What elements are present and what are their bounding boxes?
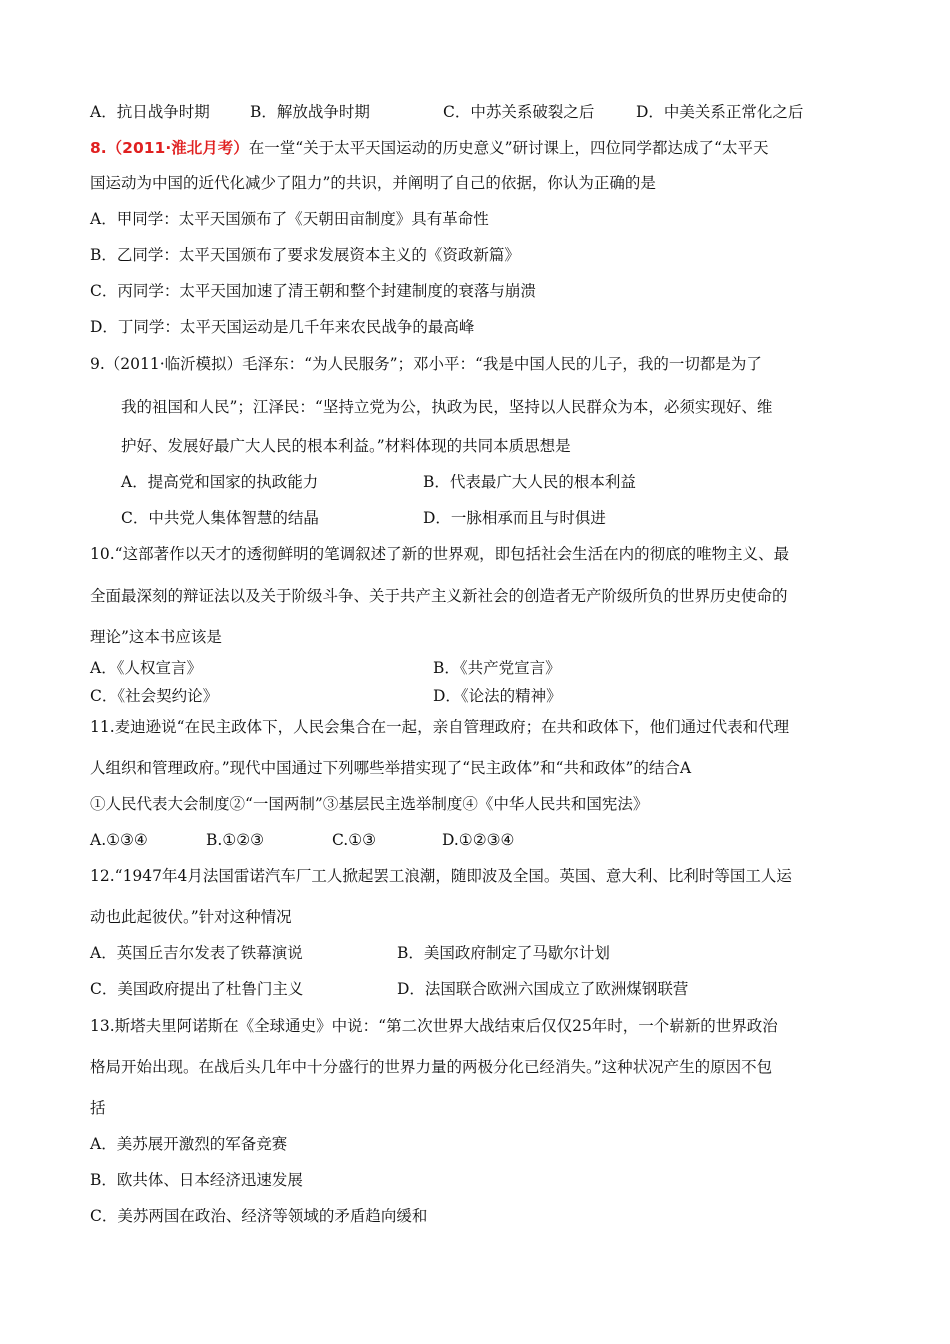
q11-stem-line3: ①人民代表大会制度②“一国两制”③基层民主选举制度④《中华人民共和国宪法》 <box>90 795 649 813</box>
q10-option-d: D．《论法的精神》 <box>433 687 562 705</box>
q12-stem-line2: 动也此起彼伏。”针对这种情况 <box>90 908 292 926</box>
q7-option-a: A．抗日战争时期 <box>90 103 210 121</box>
q8-option-a: A．甲同学：太平天国颁布了《天朝田亩制度》具有革命性 <box>90 210 489 228</box>
q9-stem-line1: 9.（2011·临沂模拟）毛泽东：“为人民服务”；邓小平：“我是中国人民的儿子，我的一切都是为了 <box>90 355 762 373</box>
q12-option-b: B．美国政府制定了马歇尔计划 <box>397 944 610 962</box>
q11-option-b: B.①②③ <box>206 831 265 849</box>
q9-option-a: A．提高党和国家的执政能力 <box>121 473 319 491</box>
q9-option-d: D．一脉相承而且与时俱进 <box>423 509 606 527</box>
q11-option-c: C.①③ <box>332 831 377 849</box>
q10-option-c: C．《社会契约论》 <box>90 687 219 705</box>
q9-option-b: B．代表最广大人民的根本利益 <box>423 473 636 491</box>
q10-stem-line2: 全面最深刻的辩证法以及关于阶级斗争、关于共产主义新社会的创造者无产阶级所负的世界历史使命的 <box>90 587 788 605</box>
q9-stem-line3: 护好、发展好最广大人民的根本利益。”材料体现的共同本质思想是 <box>121 437 571 455</box>
q7-option-b: B．解放战争时期 <box>250 103 370 121</box>
q11-option-d: D.①②③④ <box>442 831 515 849</box>
q12-stem-line1: 12.“1947年4月法国雷诺汽车厂工人掀起罢工浪潮，随即波及全国。英国、意大利、比利时等国工人运 <box>90 867 792 885</box>
q8-option-d: D．丁同学：太平天国运动是几千年来农民战争的最高峰 <box>90 318 475 336</box>
q11-stem-line1: 11.麦迪逊说“在民主政体下，人民会集合在一起，亲自管理政府；在共和政体下，他们通过代表和代理 <box>90 718 790 736</box>
q13-stem-line2: 格局开始出现。在战后头几年中十分盛行的世界力量的两极分化已经消失。”这种状况产生的原因不包 <box>90 1058 773 1076</box>
q12-option-c: C．美国政府提出了杜鲁门主义 <box>90 980 304 998</box>
q8-source-label: 8.（2011·淮北月考） <box>90 139 249 157</box>
q9-option-c: C．中共党人集体智慧的结晶 <box>121 509 319 527</box>
q7-option-c: C．中苏关系破裂之后 <box>443 103 595 121</box>
q8-stem-text: 在一堂“关于太平天国运动的历史意义”研讨课上，四位同学都达成了“太平天 <box>248 139 769 157</box>
q8-stem-line2: 国运动为中国的近代化减少了阻力”的共识，并阐明了自己的依据，你认为正确的是 <box>90 174 656 192</box>
q8-option-c: C．丙同学：太平天国加速了清王朝和整个封建制度的衰落与崩溃 <box>90 282 536 300</box>
q11-stem-line2: 人组织和管理政府。”现代中国通过下列哪些举措实现了“民主政体”和“共和政体”的结合A <box>90 759 692 777</box>
q10-stem-line3: 理论”这本书应该是 <box>90 628 222 646</box>
q12-option-d: D．法国联合欧洲六国成立了欧洲煤钢联营 <box>397 980 689 998</box>
q12-option-a: A．英国丘吉尔发表了铁幕演说 <box>90 944 303 962</box>
q8-stem-line1 <box>90 138 768 158</box>
q8-option-b: B．乙同学：太平天国颁布了要求发展资本主义的《资政新篇》 <box>90 246 520 264</box>
q11-option-a: A.①③④ <box>90 831 148 849</box>
q13-stem-line1: 13.斯塔夫里阿诺斯在《全球通史》中说：“第二次世界大战结束后仅仅25年时，一个崭新的世界政治 <box>90 1017 778 1035</box>
q10-option-b: B．《共产党宣言》 <box>433 659 561 677</box>
q10-stem-line1: 10.“这部著作以天才的透彻鲜明的笔调叙述了新的世界观，即包括社会生活在内的彻底的唯物主义、最 <box>90 545 790 563</box>
q13-stem-line3: 括 <box>90 1099 106 1117</box>
q7-option-d: D．中美关系正常化之后 <box>636 103 804 121</box>
q13-option-b: B．欧共体、日本经济迅速发展 <box>90 1171 303 1189</box>
q13-option-a: A．美苏展开激烈的军备竞赛 <box>90 1135 288 1153</box>
q9-stem-line2: 我的祖国和人民”；江泽民：“坚持立党为公，执政为民，坚持以人民群众为本，必须实现好、维 <box>121 398 773 416</box>
q13-option-c: C．美苏两国在政治、经济等领域的矛盾趋向缓和 <box>90 1207 428 1225</box>
q10-option-a: A．《人权宣言》 <box>90 659 202 677</box>
